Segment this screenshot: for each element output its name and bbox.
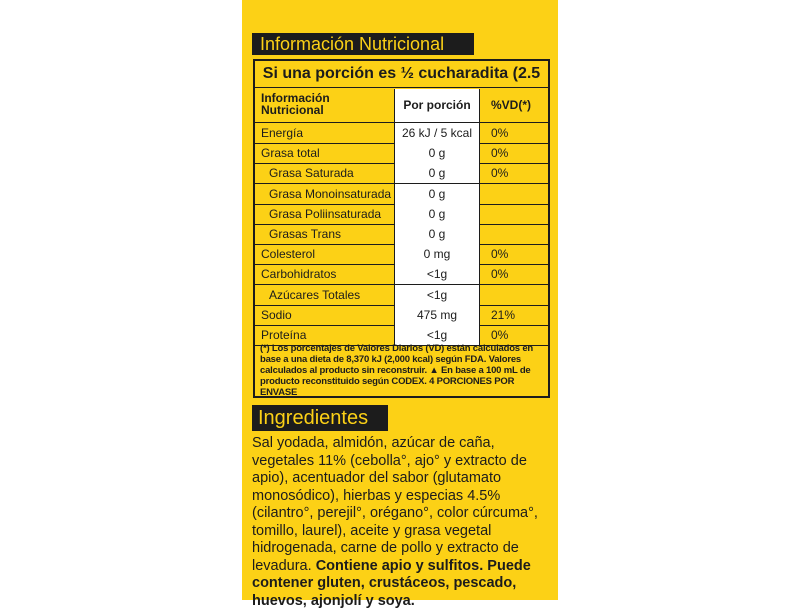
nutrient-name: Colesterol bbox=[261, 247, 316, 262]
nutrient-vd: 0% bbox=[491, 267, 509, 282]
nutrient-name: Grasa Poliinsaturada bbox=[269, 206, 382, 221]
nutrient-vd: 0% bbox=[491, 328, 509, 342]
nutrient-vd: 21% bbox=[491, 307, 516, 322]
nutrient-portion: 0 mg bbox=[394, 244, 480, 264]
ingredients-title: Ingredientes bbox=[252, 405, 388, 431]
nutrient-vd: 0% bbox=[491, 126, 509, 140]
nutrient-portion: 26 kJ / 5 kcal bbox=[394, 123, 480, 143]
table-row bbox=[255, 244, 548, 265]
serving-size: Si una porción es ½ cucharadita (2.5 bbox=[255, 61, 548, 88]
nutrient-name: Proteína bbox=[261, 328, 307, 342]
table-row bbox=[255, 163, 548, 184]
nutrient-portion: 0 g bbox=[394, 184, 480, 204]
table-row bbox=[255, 264, 548, 285]
header-vd: %VD(*) bbox=[491, 98, 532, 112]
nutrient-portion: 0 g bbox=[394, 224, 480, 244]
table-row bbox=[255, 143, 548, 164]
nutrient-name: Energía bbox=[261, 126, 304, 140]
nutrient-name: Sodio bbox=[261, 307, 292, 322]
header-portion: Por porción bbox=[394, 89, 480, 122]
nutrient-name: Azúcares Totales bbox=[269, 287, 361, 302]
table-row bbox=[255, 123, 548, 144]
table-row bbox=[255, 305, 548, 326]
table-row bbox=[255, 224, 548, 245]
table-row bbox=[255, 285, 548, 306]
ingredients-list: Sal yodada, almidón, azúcar de caña, vegetales 11% (cebolla°, ajo° y extracto de apio), acentuador del sabor (glutamato monosódico), hierbas y especias 4.5% (cilantro°, perejil°, orégano°, color cúrcuma°, tomillo, laurel), aceite y grasa vegetal hidrogenada, carne de pollo y extracto de levadura. bbox=[252, 435, 538, 574]
nutrition-table bbox=[253, 59, 550, 398]
nutrient-name: Carbohidratos bbox=[261, 267, 337, 282]
nutrient-vd: 0% bbox=[491, 166, 509, 181]
nutrient-portion: <1g bbox=[394, 325, 480, 345]
nutrient-vd: 0% bbox=[491, 247, 509, 262]
ingredients-text bbox=[252, 435, 550, 610]
table-row bbox=[255, 204, 548, 225]
nutrient-name: Grasas Trans bbox=[269, 227, 342, 241]
nutrient-portion: 0 g bbox=[394, 143, 480, 163]
nutrient-name: Grasa Saturada bbox=[269, 166, 354, 181]
table-row bbox=[255, 184, 548, 205]
nutrient-portion: 0 g bbox=[394, 163, 480, 183]
nutrient-portion: 475 mg bbox=[394, 305, 480, 325]
footnote: (*) Los porcentajes de Valores Diarios (VD) están calculados en base a una dieta de 8,370 kJ (2,000 kcal) según FDA. Valores calculados al producto sin reconstruir. ▲ En base a 100 mL de producto reconstituido según CODEX. 4 PORCIONES POR ENVASE bbox=[260, 343, 534, 398]
nutrient-vd: 0% bbox=[491, 146, 509, 161]
allergen-statement: Contiene apio y sulfitos. Puede contener gluten, crustáceos, pescado, huevos, ajonjolí y soya. bbox=[252, 557, 531, 609]
nutrient-portion: <1g bbox=[394, 285, 480, 305]
nutrient-name: Grasa Monoinsaturada bbox=[269, 186, 392, 201]
nutrient-portion: <1g bbox=[394, 264, 480, 284]
nutrient-name: Grasa total bbox=[261, 146, 320, 161]
nutrient-portion: 0 g bbox=[394, 204, 480, 224]
nutrition-title: Información Nutricional bbox=[252, 33, 474, 55]
header-nutrient: Información Nutricional bbox=[261, 91, 330, 117]
